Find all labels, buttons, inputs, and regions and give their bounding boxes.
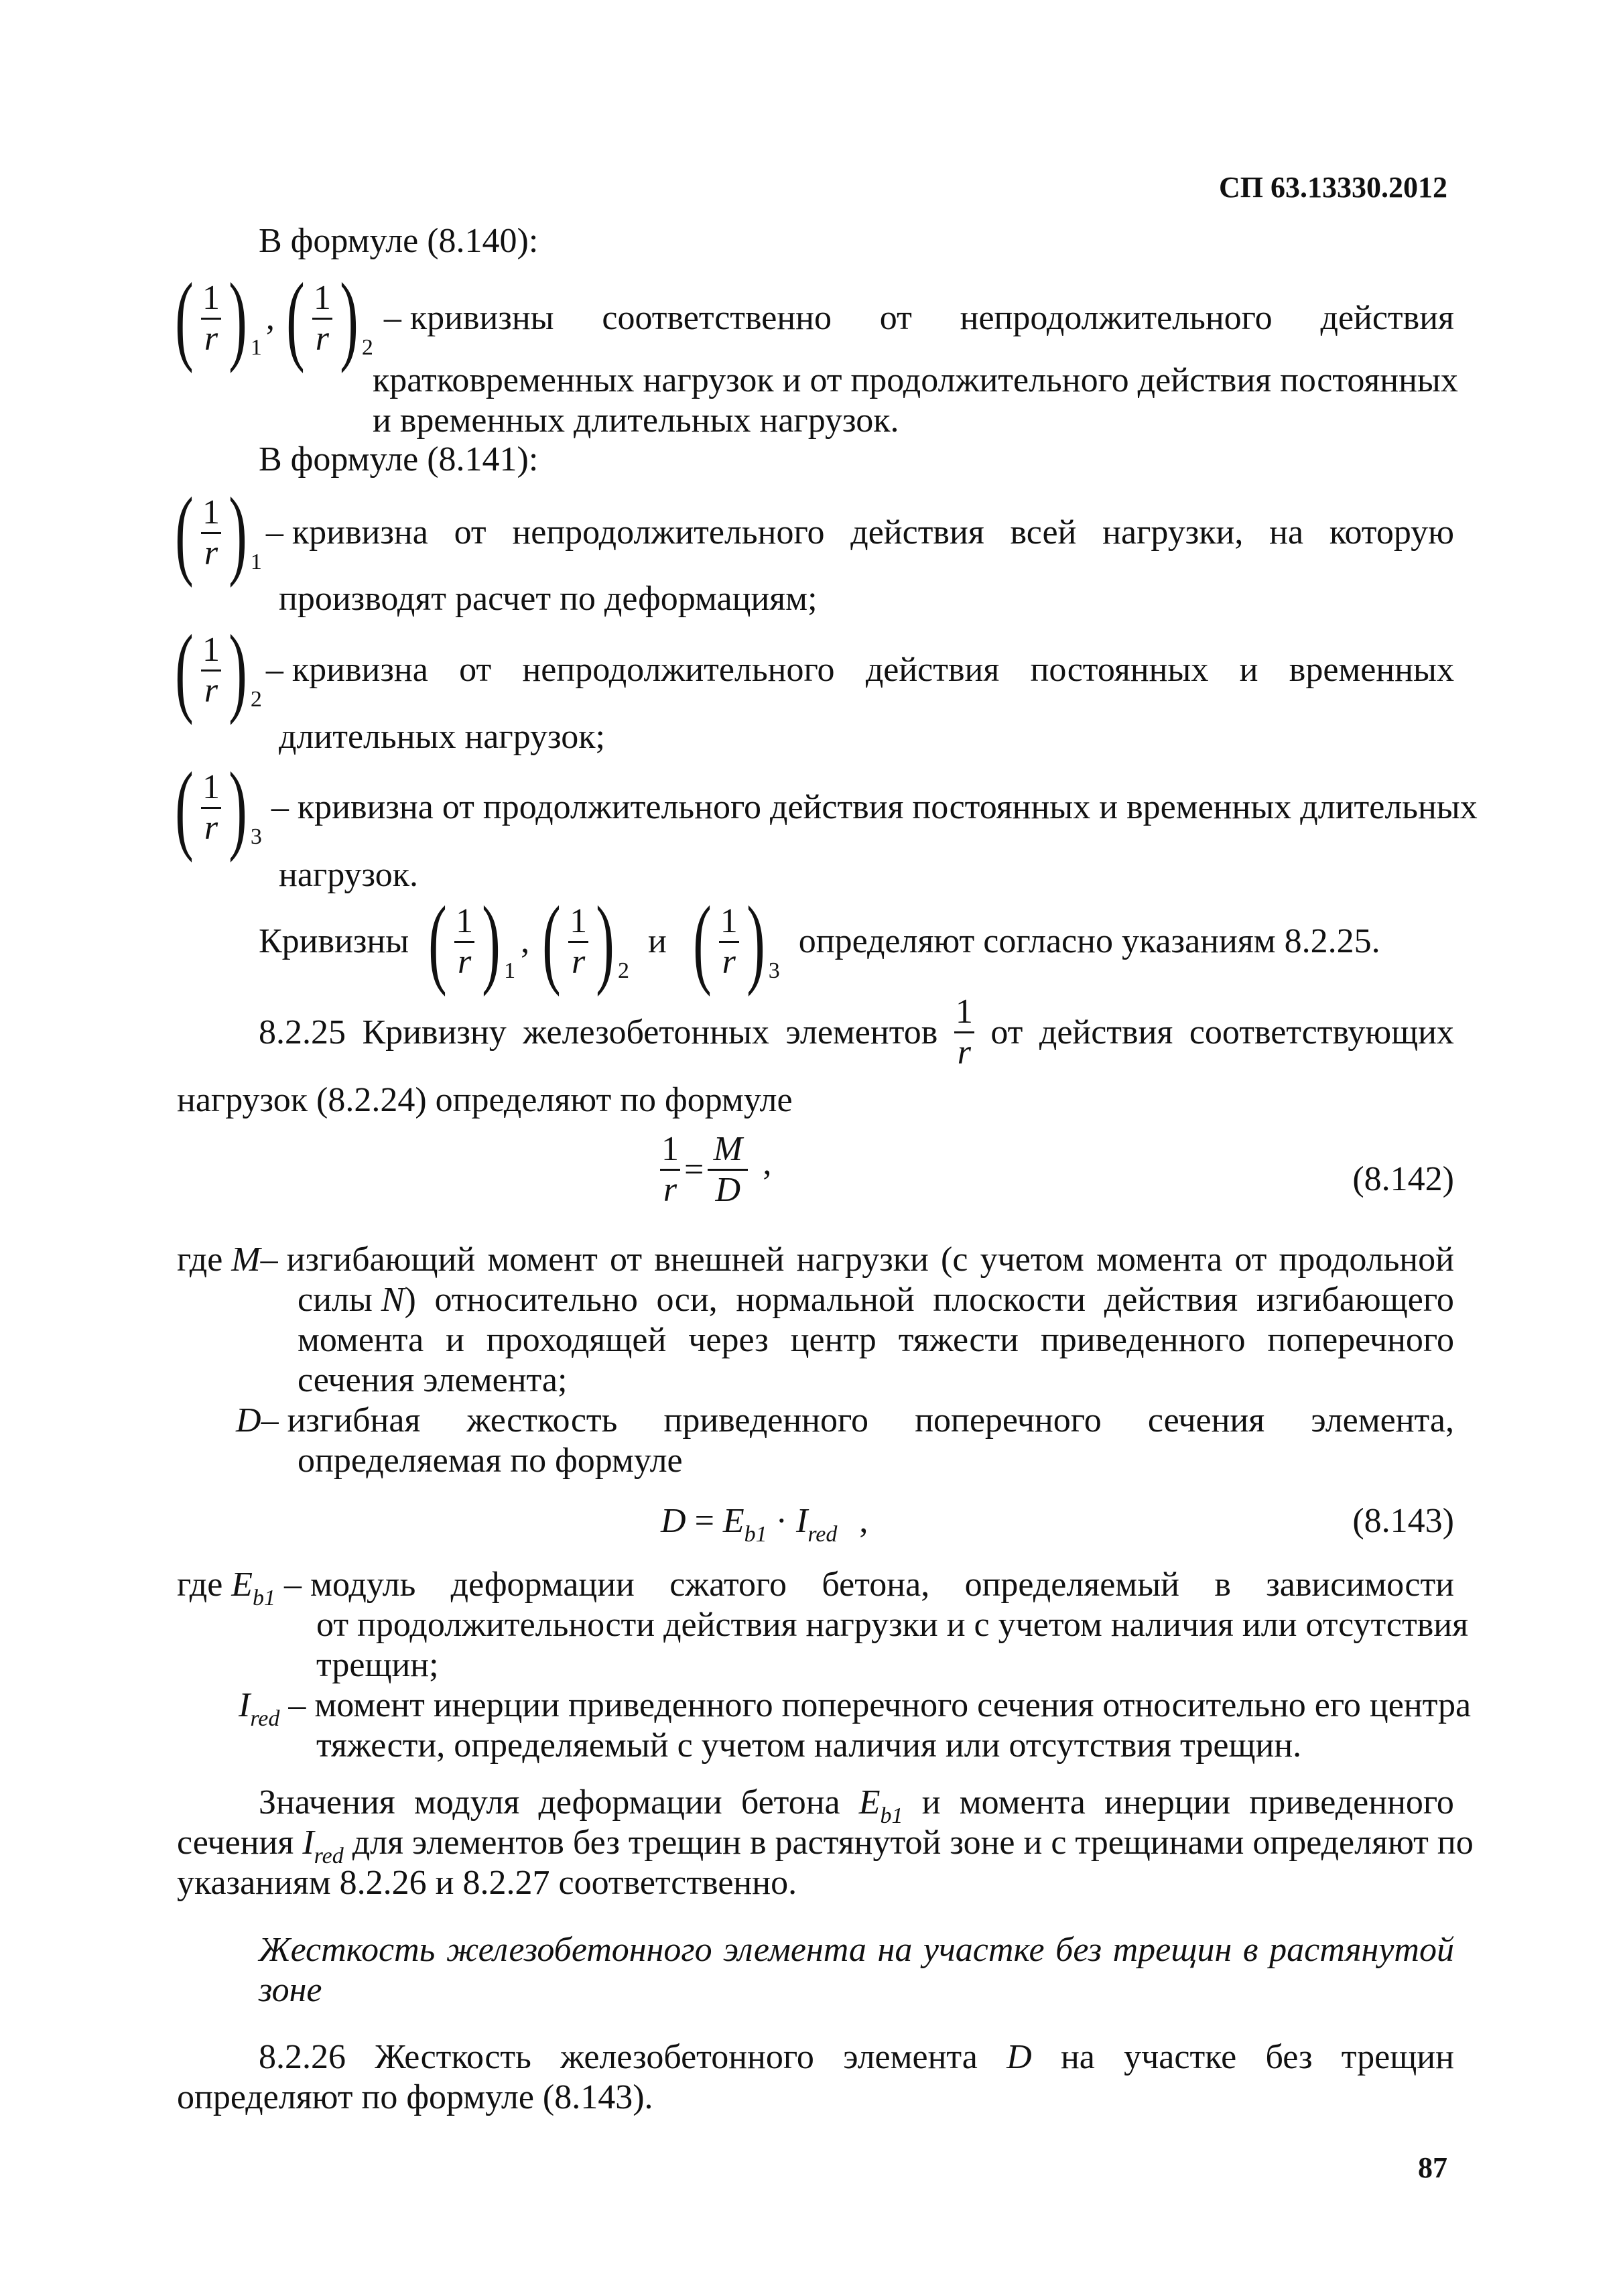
curvature-item-3-cont: нагрузок.	[279, 856, 419, 894]
paragraph-8-2-25-line2: нагрузок (8.2.24) определяют по формуле	[177, 1081, 793, 1119]
section-heading-line2: зоне	[259, 1971, 322, 2009]
curvature-item-2: ( $\frac{1}{r}$ ) 2 – кривизна от непродолжительного действия постоянных и временных	[175, 615, 1454, 726]
curvatures-reference-line: Кривизны ( $\frac{1}{r}$ ) 1 , ( $\frac{1}{r}$ ) 2 и ( $\frac{1}{r}$ ) 3 определяют согласно указаниям 8.2.25.	[259, 886, 1380, 997]
curvature-symbol-2: ( $\frac{1}{r}$ ) 2	[286, 263, 373, 374]
paragraph-8-2-26-line2: определяют по формуле (8.143).	[177, 2078, 653, 2116]
curvature-item-1-cont: производят расчет по деформациям;	[279, 580, 818, 618]
definition-M-line2: силы N) относительно оси, нормальной плоскости действия изгибающего	[298, 1281, 1454, 1319]
paragraph-values-line3: указаниям 8.2.26 и 8.2.27 соответственно.	[177, 1864, 797, 1902]
definition-Eb1-line3: трещин;	[316, 1646, 439, 1684]
document-code: СП 63.13330.2012	[1219, 171, 1447, 204]
curvature-definition-1-2: ( $\frac{1}{r}$ ) 1 , ( $\frac{1}{r}$ ) 2 – кривизны соответственно от непродолжительного действия	[168, 268, 1454, 369]
curvature-fraction: $\frac{1}{r}$	[955, 993, 973, 1072]
paragraph-8-2-25: 8.2.25 Кривизну железобетонных элементов $\frac{1}{r}$ от действия соответствующих	[259, 993, 1454, 1072]
formula-8-142: $\frac{1}{r}$ = $\frac{M}{D}$ ,	[661, 1130, 772, 1209]
definition-D-line2: определяемая по формуле	[298, 1442, 683, 1480]
formula-8-143: $D = E_{b1} \cdot I_{red}$ ,	[661, 1502, 868, 1547]
paragraph-values: Значения модуля деформации бетона $E_{b1}$ и момента инерции приведенного	[259, 1783, 1454, 1828]
definition-Eb1: где $E_{b1}$ – модуль деформации сжатого бетона, определяемый в зависимости	[177, 1566, 1454, 1610]
formula-intro-8-141: В формуле (8.141):	[259, 440, 539, 479]
formula-intro-8-140: В формуле (8.140):	[259, 222, 539, 260]
curvature-definition-line2: кратковременных нагрузок и от продолжительного действия постоянных	[373, 361, 1458, 399]
definition-M-line3: момента и проходящей через центр тяжести приведенного поперечного	[298, 1321, 1454, 1359]
curvature-definition-line3: и временных длительных нагрузок.	[373, 401, 899, 440]
formula-8-143-label: (8.143)	[1352, 1502, 1454, 1540]
curvature-item-3: ( $\frac{1}{r}$ ) 3 – кривизна от продолжительного действия постоянных и временных длительных	[175, 752, 1478, 863]
curvature-item-2-cont: длительных нагрузок;	[279, 718, 605, 756]
definition-Eb1-line2: от продолжительности действия нагрузки и с учетом наличия или отсутствия	[316, 1606, 1468, 1644]
paragraph-values-line2: сечения $I_{red}$ для элементов без трещин в растянутой зоне и с трещинами определяют по	[177, 1824, 1474, 1868]
curvature-item-1: ( $\frac{1}{r}$ ) 1 – кривизна от непродолжительного действия всей нагрузки, на которую	[175, 477, 1454, 588]
definition-D: D– изгибная жесткость приведенного поперечного сечения элемента,	[236, 1401, 1454, 1440]
definition-M: где M– изгибающий момент от внешней нагрузки (с учетом момента от продольной	[177, 1240, 1454, 1279]
formula-8-142-label: (8.142)	[1352, 1160, 1454, 1198]
definition-Ired-line2: тяжести, определяемый с учетом наличия или отсутствия трещин.	[316, 1726, 1302, 1765]
section-heading-italic: Жесткость железобетонного элемента на участке без трещин в растянутой	[259, 1931, 1454, 1969]
definition-M-line4: сечения элемента;	[298, 1361, 568, 1399]
curvature-symbol-1: ( $\frac{1}{r}$ ) 1	[175, 263, 262, 374]
paragraph-8-2-26: 8.2.26 Жесткость железобетонного элемента D на участке без трещин	[259, 2038, 1454, 2076]
page-number: 87	[1418, 2151, 1447, 2184]
definition-Ired: $I_{red}$ – момент инерции приведенного поперечного сечения относительно его центра	[239, 1686, 1472, 1731]
